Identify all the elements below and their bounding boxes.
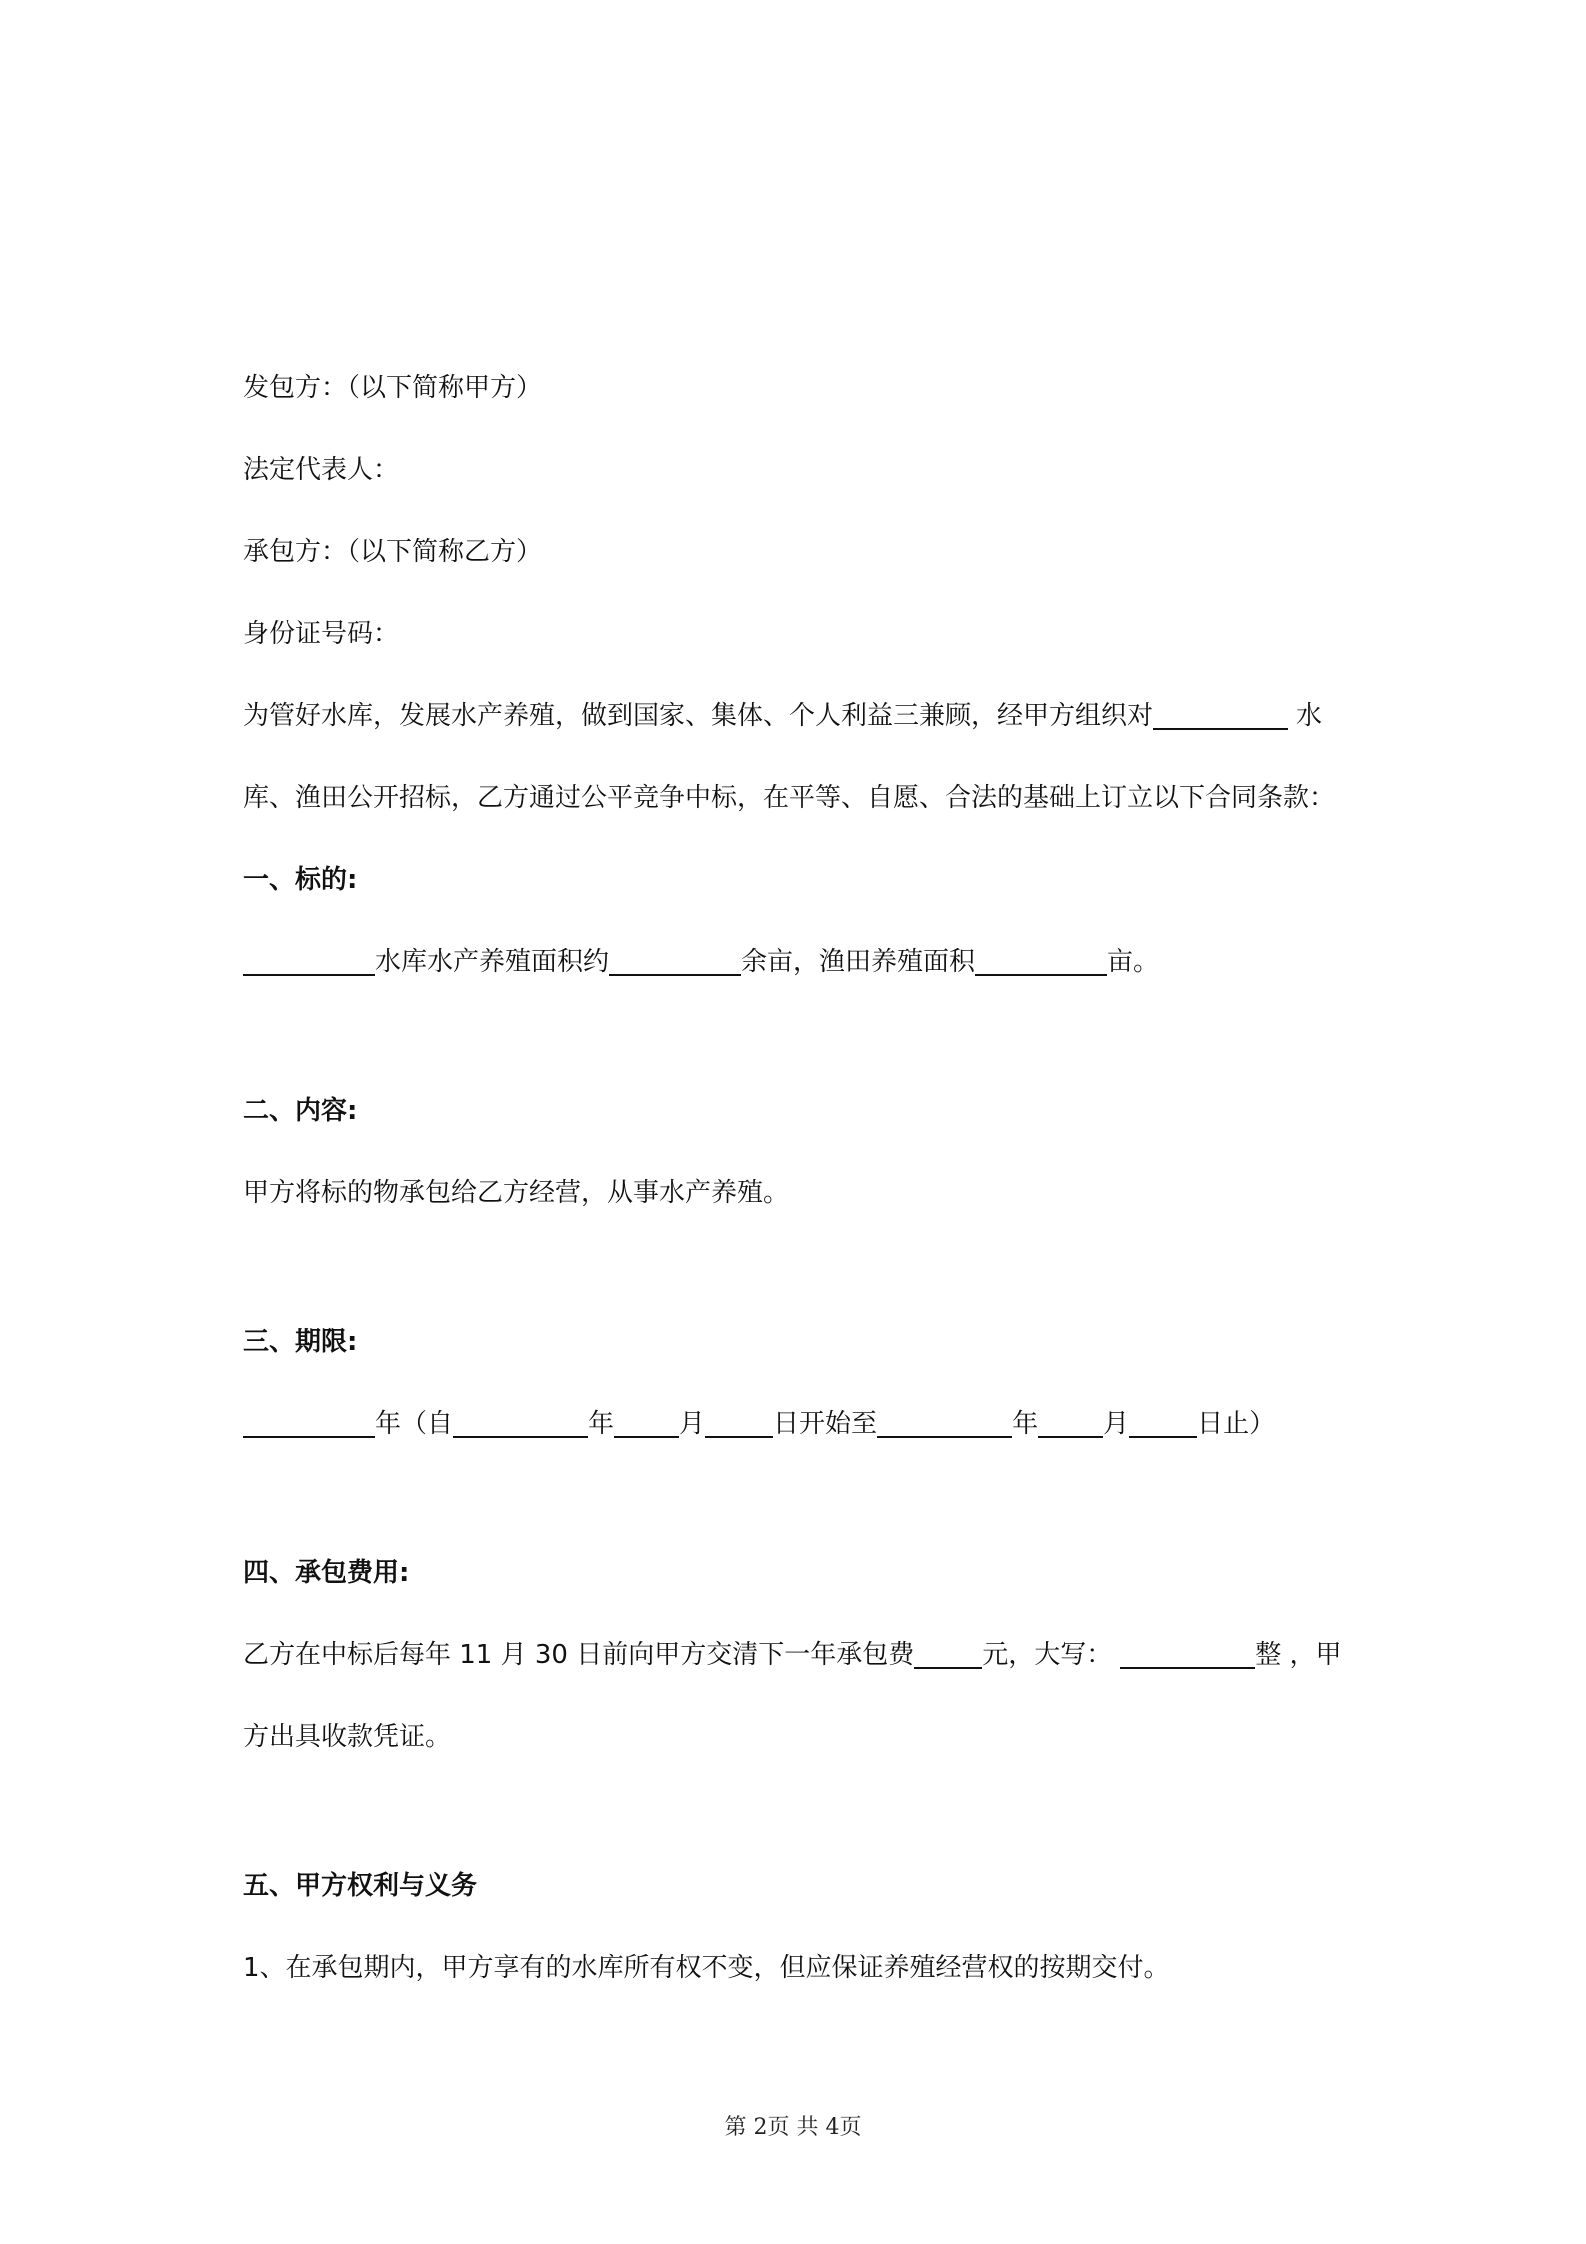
section-2-text: 甲方将标的物承包给乙方经营，从事水产养殖。 (243, 1178, 790, 1208)
start-year-blank[interactable] (453, 1406, 588, 1438)
intro-text-end: 水 (1296, 701, 1323, 731)
party-a-line: 发包方：（以下简称甲方） (243, 373, 543, 403)
section-1-heading: 一、标的: (243, 865, 358, 895)
fee-uppercase-blank[interactable] (1120, 1637, 1255, 1669)
section-3-text (243, 1406, 1363, 1442)
legal-rep-line: 法定代表人： (243, 455, 400, 485)
s1-text-b: 余亩，渔田养殖面积 (741, 947, 976, 977)
start-month-blank[interactable] (614, 1406, 679, 1438)
section-4-text-line-1 (243, 1637, 1363, 1673)
area-blank[interactable] (609, 944, 741, 976)
s4-text-b: 元，大写： (982, 1640, 1113, 1670)
section-5-item-1: 1、在承包期内，甲方享有的水库所有权不变，但应保证养殖经营权的按期交付。 (243, 1953, 1170, 1983)
intro-paragraph-line-2: 库、渔田公开招标，乙方通过公平竞争中标，在平等、自愿、合法的基础上订立以下合同条款： (243, 783, 1336, 813)
section-1-text (243, 944, 1363, 980)
s3-text-f: 月 (1103, 1409, 1130, 1439)
end-month-blank[interactable] (1038, 1406, 1103, 1438)
end-year-blank[interactable] (877, 1406, 1012, 1438)
section-2-heading: 二、内容: (243, 1096, 358, 1126)
section-4-text-line-2: 方出具收款凭证。 (243, 1722, 452, 1752)
s4-text-a: 乙方在中标后每年 11 月 30 日前向甲方交清下一年承包费 (243, 1640, 915, 1670)
s3-text-b: 年 (588, 1409, 615, 1439)
s3-text-d: 日开始至 (773, 1409, 878, 1439)
s3-text-g: 日止） (1197, 1409, 1276, 1439)
s3-text-a: 年（自 (375, 1409, 454, 1439)
id-number-line: 身份证号码： (243, 619, 400, 649)
start-day-blank[interactable] (705, 1406, 773, 1438)
intro-text: 为管好水库，发展水产养殖，做到国家、集体、个人利益三兼顾，经甲方组织对 (243, 701, 1154, 731)
section-4-heading: 四、承包费用: (243, 1558, 410, 1588)
s4-text-c: 整 ，甲 (1255, 1640, 1342, 1670)
reservoir-name-blank[interactable] (1153, 698, 1288, 730)
term-years-blank[interactable] (243, 1406, 375, 1438)
end-day-blank[interactable] (1129, 1406, 1197, 1438)
section-5-heading: 五、甲方权利与义务 (243, 1871, 478, 1901)
page-footer: 第 2页 共 4页 (724, 2115, 862, 2140)
reservoir-blank[interactable] (243, 944, 375, 976)
party-b-line: 承包方：（以下简称乙方） (243, 537, 543, 567)
s1-text-c: 亩。 (1107, 947, 1160, 977)
s1-text-a: 水库水产养殖面积约 (375, 947, 610, 977)
s3-text-c: 月 (679, 1409, 706, 1439)
paddy-area-blank[interactable] (975, 944, 1107, 976)
section-3-heading: 三、期限: (243, 1327, 358, 1357)
s3-text-e: 年 (1012, 1409, 1039, 1439)
fee-amount-blank[interactable] (914, 1637, 982, 1669)
intro-paragraph-line-1 (243, 698, 1363, 734)
